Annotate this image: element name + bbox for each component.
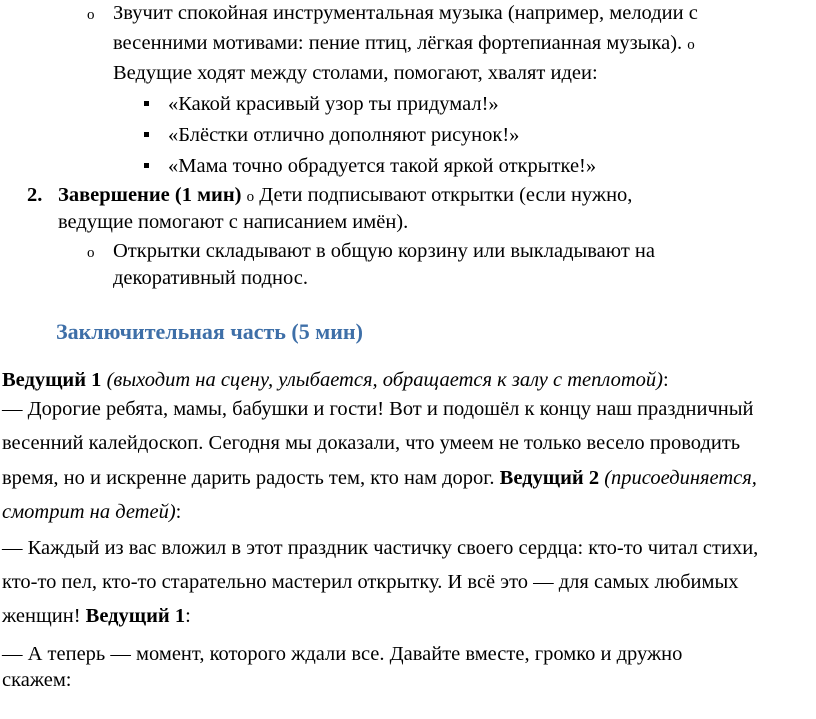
list-item-text: Ведущие ходят между столами, помогают, хвалят идеи:: [113, 62, 598, 84]
list-bullet-circle: o: [87, 245, 95, 261]
stage-direction: смотрит на детей): [2, 501, 176, 523]
step-2-text: ведущие помогают с написанием имён).: [58, 211, 409, 233]
colon: :: [662, 369, 669, 391]
list-item-text: Открытки складывают в общую корзину или выкладывают на: [113, 240, 655, 262]
list-item-text-segment: весенними мотивами: пение птиц, лёгкая фортепианная музыка).: [113, 32, 683, 54]
speaker-label: Ведущий 2: [499, 467, 600, 489]
dialogue-line: — Дорогие ребята, мамы, бабушки и гости! Вот и подошёл к концу наш праздничный: [2, 398, 754, 420]
list-item-text: декоративный поднос.: [113, 267, 308, 289]
list-number: 2.: [27, 184, 43, 206]
speaker-label: Ведущий 1: [85, 605, 186, 627]
list-bullet-circle: o: [246, 189, 255, 205]
praise-item: «Мама точно обрадуется такой яркой открытке!»: [168, 155, 597, 177]
dialogue-text: время, но и искренне дарить радость тем, кто нам дорог.: [2, 467, 495, 489]
dialogue-line: [2, 466, 757, 490]
square-bullet-icon: [144, 132, 149, 137]
list-bullet-circle: o: [87, 7, 95, 23]
section-heading: Заключительная часть (5 мин): [56, 319, 363, 344]
dialogue-line: — Каждый из вас вложил в этот праздник частичку своего сердца: кто-то читал стихи,: [2, 537, 759, 559]
speaker-label: Ведущий 1: [2, 369, 102, 391]
square-bullet-icon: [144, 101, 149, 106]
dialogue-line: кто-то пел, кто-то старательно мастерил открытку. И всё это — для самых любимых: [2, 571, 739, 593]
dialogue-line: [2, 368, 669, 392]
dialogue-line: [2, 500, 181, 524]
stage-direction: (выходит на сцену, улыбается, обращается к залу с теплотой): [106, 369, 663, 391]
praise-item: «Какой красивый узор ты придумал!»: [168, 93, 499, 115]
list-item-text: [113, 31, 695, 57]
dialogue-line: скажем:: [2, 669, 72, 691]
dialogue-line: [2, 604, 191, 628]
step-2-text: Дети подписывают открытки (если нужно,: [259, 184, 633, 206]
dialogue-line: весенний калейдоскоп. Сегодня мы доказали, что умеем не только весело проводить: [2, 432, 741, 454]
list-item-text: Звучит спокойная инструментальная музыка (например, мелодии с: [113, 2, 698, 24]
colon: :: [185, 605, 191, 627]
stage-direction: (присоединяется,: [604, 467, 757, 489]
colon: :: [175, 501, 182, 523]
square-bullet-icon: [144, 163, 149, 168]
step-2-line: [58, 183, 632, 209]
dialogue-line: — А теперь — момент, которого ждали все. Давайте вместе, громко и дружно: [2, 643, 683, 665]
praise-item: «Блёстки отлично дополняют рисунок!»: [168, 124, 520, 146]
step-2-title: Завершение (1 мин): [58, 184, 242, 206]
list-bullet-circle: o: [687, 37, 695, 53]
dialogue-text: женщин!: [2, 605, 81, 627]
